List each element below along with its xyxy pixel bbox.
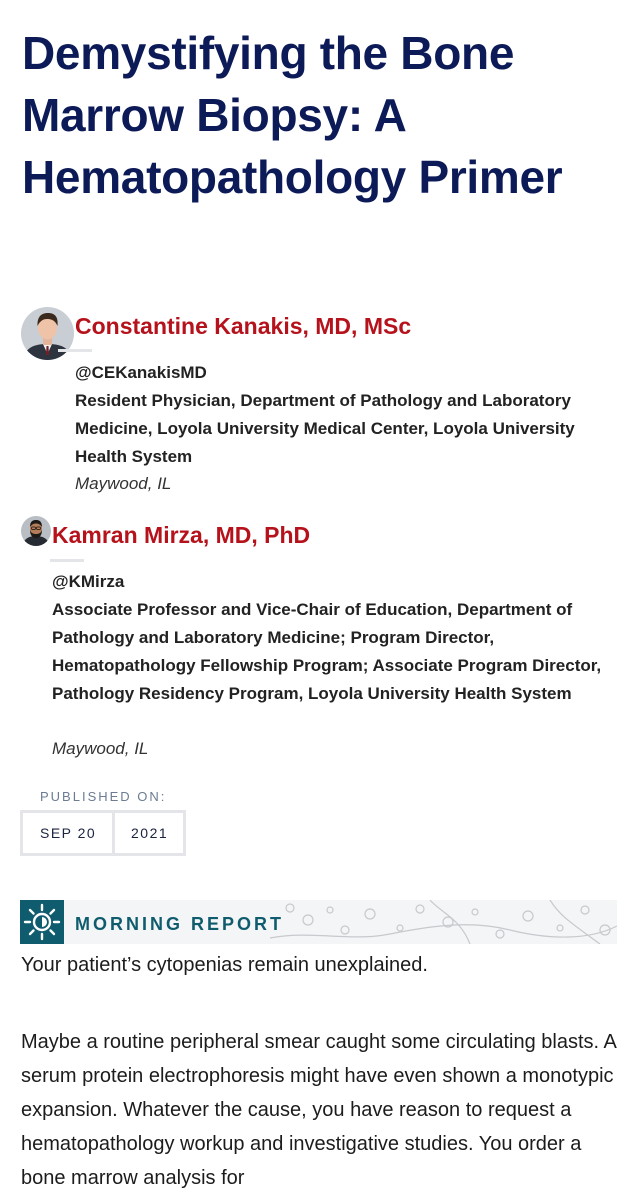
article-paragraph: Your patient’s cytopenias remain unexplained.	[21, 954, 428, 976]
article-title: Demystifying the Bone Marrow Biopsy: A Hematopathology Primer	[22, 27, 563, 203]
avatar-divider	[50, 559, 84, 562]
published-label: PUBLISHED ON:	[40, 789, 167, 804]
author-name-link[interactable]: Constantine Kanakis, MD, MSc	[75, 313, 412, 339]
article-paragraph: Maybe a routine peripheral smear caught some circulating blasts. A serum protein electrophoresis might have even shown a monotypic expansion. Whatever the cause, you have reason to request a hematopathology workup and investigative studies. You order a bone marrow analysis for	[21, 1031, 616, 1189]
author-handle[interactable]: @KMirza	[52, 572, 125, 591]
author-role: Associate Professor and Vice-Chair of Education, Department of Pathology and Laboratory Medicine; Program Director, Hematopathology Fellowship Program; Associate Program Director, Pathology Residency Program, Loyola University Health System	[52, 600, 602, 703]
published-year: 2021	[131, 825, 169, 841]
author-name-link[interactable]: Kamran Mirza, MD, PhD	[52, 522, 311, 548]
sun-icon	[20, 900, 64, 944]
author-avatar[interactable]	[21, 307, 74, 360]
author-avatar[interactable]	[21, 516, 51, 546]
author-location: Maywood, IL	[75, 474, 172, 493]
published-month-day: SEP 20	[40, 825, 97, 841]
author-role: Resident Physician, Department of Pathology and Laboratory Medicine, Loyola University Medical Center, Loyola University Health System	[75, 391, 575, 466]
author-photo-icon	[21, 307, 74, 360]
avatar-divider	[58, 349, 92, 352]
published-date	[20, 810, 186, 856]
section-banner[interactable]	[20, 900, 617, 944]
author-handle[interactable]: @CEKanakisMD	[75, 363, 207, 382]
section-label: MORNING REPORT	[75, 914, 285, 934]
histology-texture	[270, 900, 617, 944]
author-location: Maywood, IL	[52, 739, 149, 758]
author-photo-icon	[21, 516, 51, 546]
banner-icon-box	[20, 900, 64, 944]
date-divider	[112, 813, 115, 853]
